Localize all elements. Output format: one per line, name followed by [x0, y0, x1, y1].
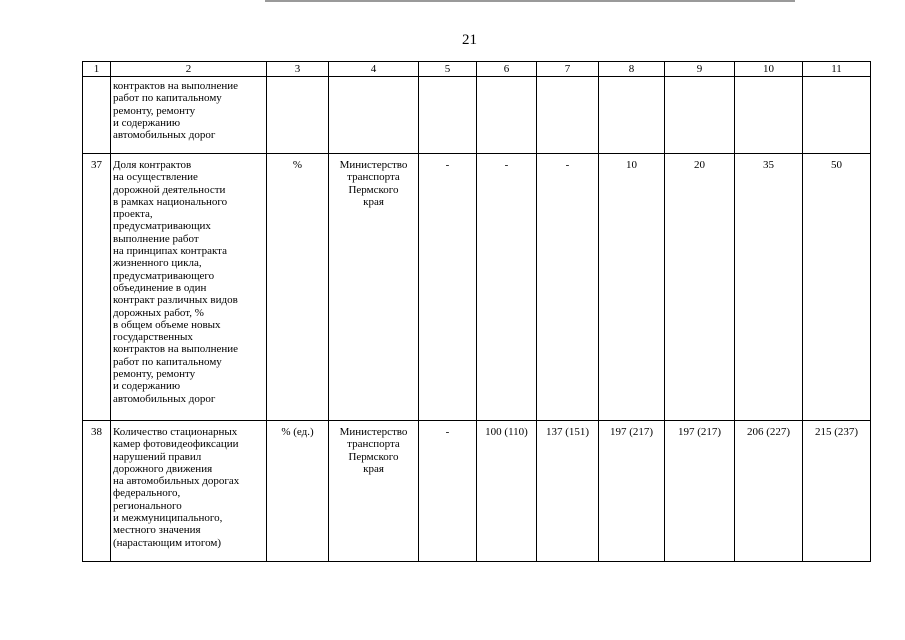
value-cell: 197 (217) [599, 421, 665, 562]
indicator-name: Доля контрактов на осуществление дорожной деятельности в рамках национального проекта, предусматривающих выполнение работ на принципах контракта жизненного цикла, предусматривающего объединение в один контракт различных видов дорожных работ, % в общем объеме новых государственных контрактов на выполнение работ по капитальному ремонту, ремонту и содержанию автомобильных дорог [111, 154, 267, 421]
responsible [329, 77, 419, 154]
unit [267, 77, 329, 154]
row-number: 37 [83, 154, 111, 421]
value-cell: 35 [735, 154, 803, 421]
indicator-name: контрактов на выполнение работ по капитальному ремонту, ремонту и содержанию автомобильных дорог [111, 77, 267, 154]
top-rule [265, 0, 795, 2]
table-header-row [83, 62, 871, 77]
value-cell [803, 77, 871, 154]
value-cell: 215 (237) [803, 421, 871, 562]
value-cell [477, 77, 537, 154]
header-cell: 2 [111, 62, 267, 77]
value-cell: 197 (217) [665, 421, 735, 562]
value-cell: - [537, 154, 599, 421]
table-row [83, 154, 871, 421]
value-cell [419, 77, 477, 154]
header-cell: 5 [419, 62, 477, 77]
header-cell: 6 [477, 62, 537, 77]
value-cell [735, 77, 803, 154]
value-cell: 10 [599, 154, 665, 421]
page-number: 21 [462, 32, 477, 48]
value-cell: 206 (227) [735, 421, 803, 562]
header-cell: 9 [665, 62, 735, 77]
header-cell: 8 [599, 62, 665, 77]
value-cell: 20 [665, 154, 735, 421]
header-cell: 11 [803, 62, 871, 77]
value-cell: - [419, 154, 477, 421]
header-cell: 3 [267, 62, 329, 77]
value-cell: 137 (151) [537, 421, 599, 562]
value-cell: - [477, 154, 537, 421]
value-cell [665, 77, 735, 154]
value-cell: 50 [803, 154, 871, 421]
value-cell [537, 77, 599, 154]
indicator-name: Количество стационарных камер фотовидеофиксации нарушений правил дорожного движения на автомобильных дорогах федерального, регионального и межмуниципального, местного значения (нарастающим итогом) [111, 421, 267, 562]
unit: % (ед.) [267, 421, 329, 562]
responsible: Министерство транспорта Пермского края [329, 154, 419, 421]
row-number [83, 77, 111, 154]
table-row [83, 421, 871, 562]
table-row [83, 77, 871, 154]
value-cell [599, 77, 665, 154]
row-number: 38 [83, 421, 111, 562]
header-cell: 1 [83, 62, 111, 77]
unit: % [267, 154, 329, 421]
indicators-table [82, 61, 871, 562]
header-cell: 7 [537, 62, 599, 77]
responsible: Министерство транспорта Пермского края [329, 421, 419, 562]
header-cell: 10 [735, 62, 803, 77]
header-cell: 4 [329, 62, 419, 77]
value-cell: 100 (110) [477, 421, 537, 562]
value-cell: - [419, 421, 477, 562]
